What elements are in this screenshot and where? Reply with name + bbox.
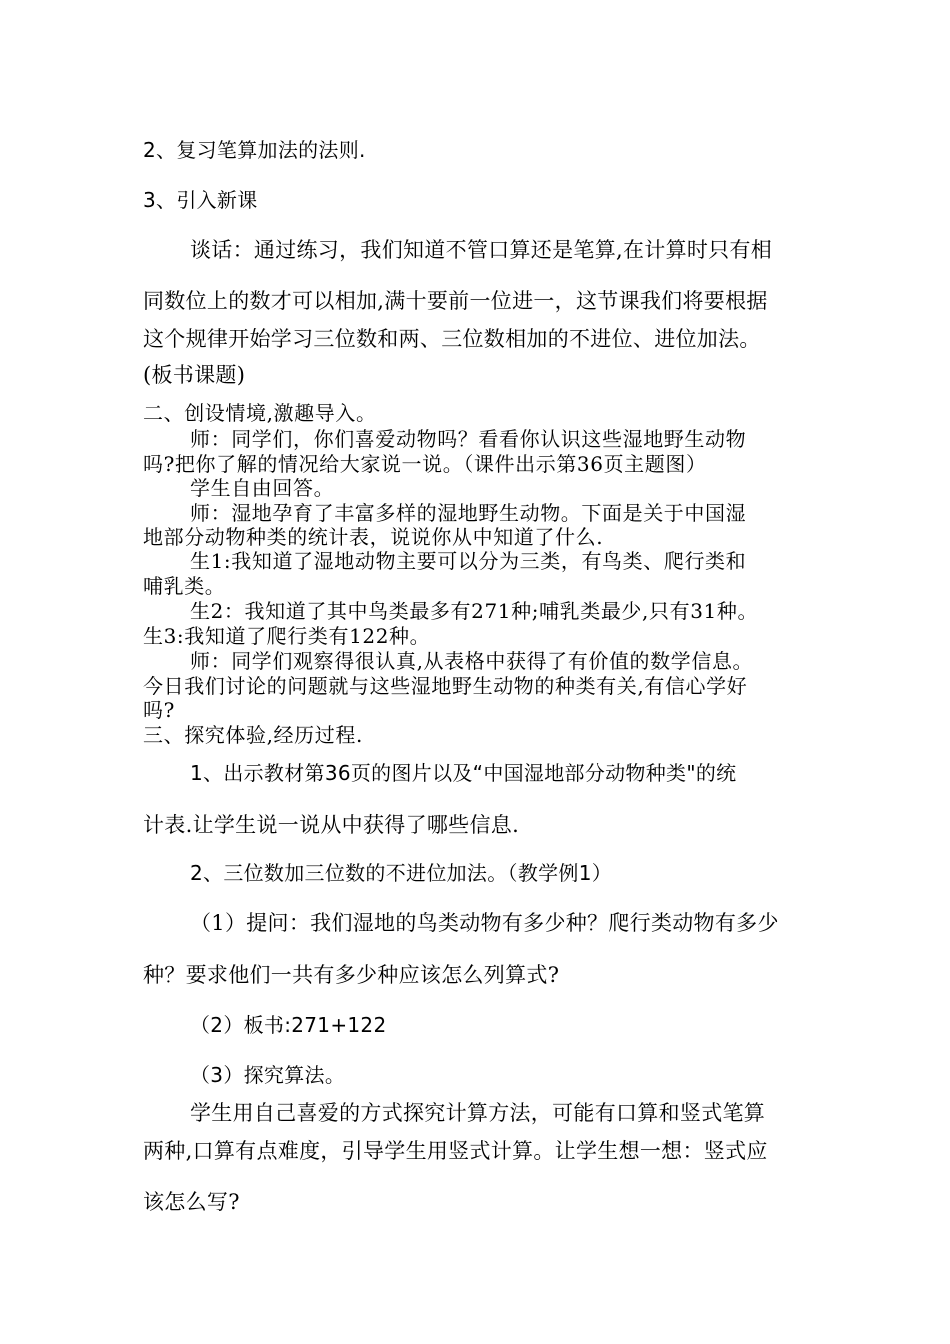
text-line: 吗?把你了解的情况给大家说一说。（课件出示第36页主题图） [143,452,707,476]
text-line: 生1:我知道了湿地动物主要可以分为三类，有鸟类、爬行类和 [190,549,747,573]
text-line: 师：湿地孕育了丰富多样的湿地野生动物。下面是关于中国湿 [190,501,747,525]
text-line: 学生自由回答。 [190,476,335,500]
text-line: 学生用自己喜爱的方式探究计算方法，可能有口算和竖式笔算 [190,1101,766,1125]
text-line: 种？要求他们一共有多少种应该怎么列算式? [143,963,560,987]
text-line: （3）探究算法。 [190,1063,346,1087]
text-line: 今日我们讨论的问题就与这些湿地野生动物的种类有关,有信心学好 [143,674,748,698]
text-line: 同数位上的数才可以相加,满十要前一位进一，这节课我们将要根据 [143,289,768,313]
text-line: 2、三位数加三位数的不进位加法。（教学例1） [190,861,613,885]
text-line: 师：同学们观察得很认真,从表格中获得了有价值的数学信息。 [190,649,754,673]
text-line: （2）板书:271+122 [190,1013,387,1037]
text-line: 计表.让学生说一说从中获得了哪些信息. [143,813,520,837]
text-line: (板书课题) [143,363,246,387]
text-line: 三、探究体验,经历过程. [143,723,363,747]
text-line: 2、复习笔算加法的法则. [143,138,366,162]
text-line: 二、创设情境,激趣导入。 [143,401,377,425]
text-line: 两种,口算有点难度，引导学生用竖式计算。让学生想一想：竖式应 [143,1139,768,1163]
text-line: 该怎么写? [143,1190,240,1214]
text-line: 地部分动物种类的统计表，说说你从中知道了什么. [143,525,604,549]
text-line: 生2：我知道了其中鸟类最多有271种;哺乳类最少,只有31种。 [190,599,759,623]
text-line: （1）提问：我们湿地的鸟类动物有多少种？爬行类动物有多少 [190,911,779,935]
text-line: 师：同学们，你们喜爱动物吗？看看你认识这些湿地野生动物 [190,427,747,451]
text-line: 1、出示教材第36页的图片以及“中国湿地部分动物种类"的统 [190,761,737,785]
text-line: 这个规律开始学习三位数和两、三位数相加的不进位、进位加法。 [143,327,761,351]
text-line: 吗? [143,698,175,722]
text-line: 哺乳类。 [143,574,226,598]
text-line: 生3:我知道了爬行类有122种。 [143,624,431,648]
text-line: 3、引入新课 [143,188,258,212]
text-line: 谈话：通过练习，我们知道不管口算还是笔算,在计算时只有相 [190,238,773,262]
